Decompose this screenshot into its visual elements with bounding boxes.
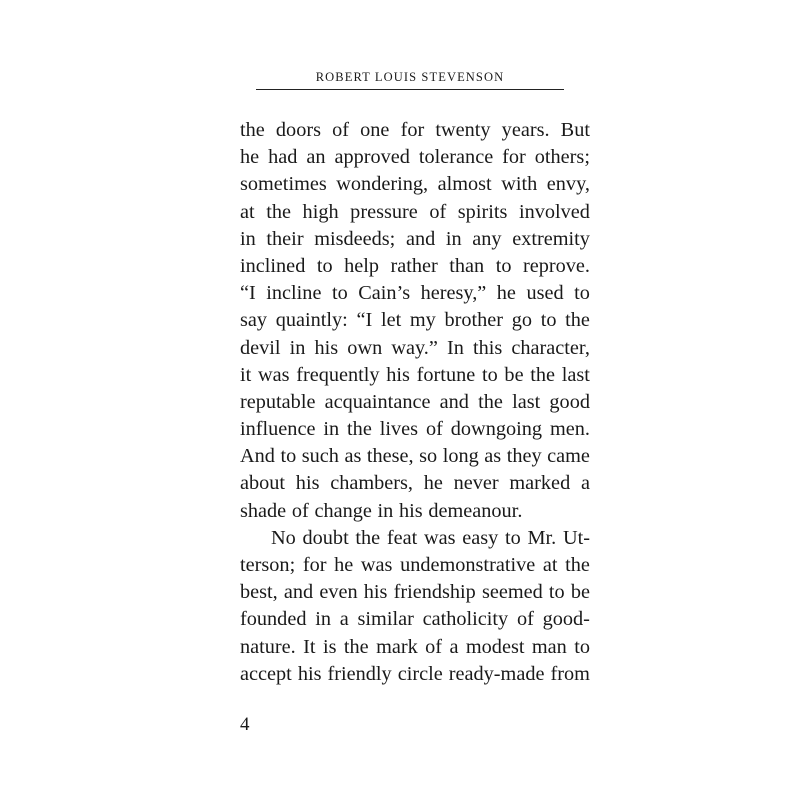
text-line [240,171,590,198]
text-line [240,199,590,226]
word: similar [357,608,414,631]
word: best, [240,581,278,604]
text-line [240,416,590,443]
word: acquaintance [324,390,431,413]
word: help [344,254,380,277]
word: incline [266,282,322,305]
word: terson; [240,554,296,576]
text-line [240,307,590,334]
word: demeanour. [428,499,523,522]
word: ready-made [448,662,545,685]
word: my [409,309,436,332]
word: last [512,390,541,413]
word: any [472,227,502,250]
word: frequently [296,363,380,386]
word: others; [534,146,590,169]
word: inclined [240,254,306,277]
word: to [505,526,521,549]
word: misdeeds; [314,227,396,250]
word: In [446,336,464,359]
word: wondering, [336,173,429,196]
word: heresy,” [420,282,487,305]
word: of [291,499,309,522]
word: the [347,418,372,441]
word: he [496,282,516,305]
text-line [240,552,590,579]
word: in [289,336,306,359]
word: for [502,146,526,169]
word: of [429,200,447,223]
text-line [240,443,590,470]
word: to [331,282,348,305]
word: the [565,554,590,576]
word: his [386,363,410,386]
word: never [453,472,499,495]
word: last [561,363,590,386]
word: to [280,445,297,468]
word: was [424,526,456,549]
body-text [240,117,590,688]
text-line [240,661,590,688]
word: friendly [327,662,392,685]
word: lives [379,418,419,441]
word: seemed [481,581,543,604]
word: brother [444,309,504,332]
word: tolerance [418,146,494,169]
word: influence [240,418,316,441]
word: to [574,635,590,658]
word: to [548,581,565,604]
word: one [360,119,390,141]
word: was [360,554,393,576]
word: pressure [350,200,418,223]
word: easy [462,526,499,549]
word: he [334,554,354,576]
word: he [423,472,443,495]
text-line [240,253,590,280]
word: fortune [416,363,476,386]
word: mark [376,635,418,658]
word: the [240,119,265,141]
word: reputable [240,390,316,413]
text-line [240,634,590,661]
word: it [240,363,252,386]
word: about [240,472,286,495]
word: downgoing [450,418,543,441]
word: years. [501,119,550,141]
word: shade [240,499,287,522]
text-line [240,470,590,497]
word: with [501,173,538,196]
word: to [574,282,590,305]
word: of [425,418,443,441]
word: in [240,227,256,250]
word: founded [240,608,307,631]
word: rather [390,254,438,277]
word: to [316,254,333,277]
word: twenty [435,119,491,141]
word: had [268,146,298,169]
text-line [240,144,590,171]
word: the [266,200,291,223]
word: to [495,254,512,277]
word: so [419,445,438,468]
word: It [303,635,316,658]
word: the [478,390,503,413]
word: doors [275,119,321,141]
word: let [380,309,402,332]
word: men. [549,418,590,441]
word: came [547,445,590,468]
word: this [472,336,503,359]
word: an [306,146,326,169]
word: his [297,662,322,685]
word: and [405,227,436,250]
word: be [570,581,590,604]
word: and [283,581,314,604]
word: doubt [302,526,349,549]
word: involved [518,200,590,223]
word: his [363,581,388,604]
word: undemonstrative [400,554,536,576]
text-line [240,389,590,416]
text-line [240,226,590,253]
word: the [355,526,381,549]
word: a [580,472,590,495]
word: devil [240,336,281,359]
word: extremity [512,227,590,250]
word: was [257,363,290,386]
word: in [315,608,331,631]
word: for [302,554,327,576]
word: marked [509,472,571,495]
word: Ut- [562,526,590,549]
word: reprove. [522,254,590,277]
word: to [481,363,498,386]
word: they [506,445,542,468]
word: character, [511,336,590,359]
word: such [301,445,339,468]
word: spirits [457,200,508,223]
word: modest [465,635,525,658]
word: sometimes [240,173,327,196]
word: than [449,254,485,277]
text-line [240,579,590,606]
word: as [344,445,362,468]
word: And [240,445,275,468]
word: in [377,499,394,522]
word: is [322,635,337,658]
word: in [445,227,462,250]
word: of [425,635,443,658]
word: quaintly: [275,309,348,332]
word: high [302,200,339,223]
text-line [240,117,590,144]
word: go [511,309,533,332]
word: these, [366,445,414,468]
word: “I [240,282,256,305]
word: long [442,445,479,468]
word: and [439,390,469,413]
word: Mr. [527,526,557,549]
word: almost [437,173,492,196]
text-line [240,280,590,307]
word: friendship [393,581,476,604]
word: his [399,499,423,522]
word: at [542,554,558,576]
word: the [530,363,556,386]
word: envy, [546,173,590,196]
word: even [319,581,358,604]
word: change [314,499,372,522]
word: he [240,146,260,169]
word: feat [386,526,418,549]
word: the [343,635,369,658]
word: his [314,336,339,359]
word: Cain’s [358,282,411,305]
text-line [240,362,590,389]
word: nature. [240,635,296,658]
word: say [240,309,268,332]
text-line [240,525,590,552]
word: be [504,363,524,386]
word: of [332,119,350,141]
word: the [565,309,590,332]
word: own [347,336,383,359]
word: man [531,635,567,658]
text-line [240,606,590,633]
word: a [449,635,459,658]
text-line [240,335,590,362]
word: approved [334,146,410,169]
text-line [240,498,590,525]
word: a [339,608,349,631]
page-number: 4 [240,714,250,735]
word: their [266,227,304,250]
word: from [550,662,590,685]
word: his [295,472,320,495]
word: for [400,119,425,141]
word: chambers, [330,472,413,495]
word: good- [542,608,590,631]
word: at [240,200,255,223]
word: circle [397,662,443,685]
word: good [549,390,590,413]
word: to [540,309,557,332]
word: accept [240,662,292,685]
word: of [516,608,534,631]
word: No [271,526,296,549]
word: used [526,282,564,305]
word: “I [356,309,373,332]
word: way.” [391,336,438,359]
word: catholicity [422,608,509,631]
word: But [560,119,590,141]
word: as [484,445,502,468]
running-head: ROBERT LOUIS STEVENSON [256,69,564,90]
word: in [323,418,340,441]
